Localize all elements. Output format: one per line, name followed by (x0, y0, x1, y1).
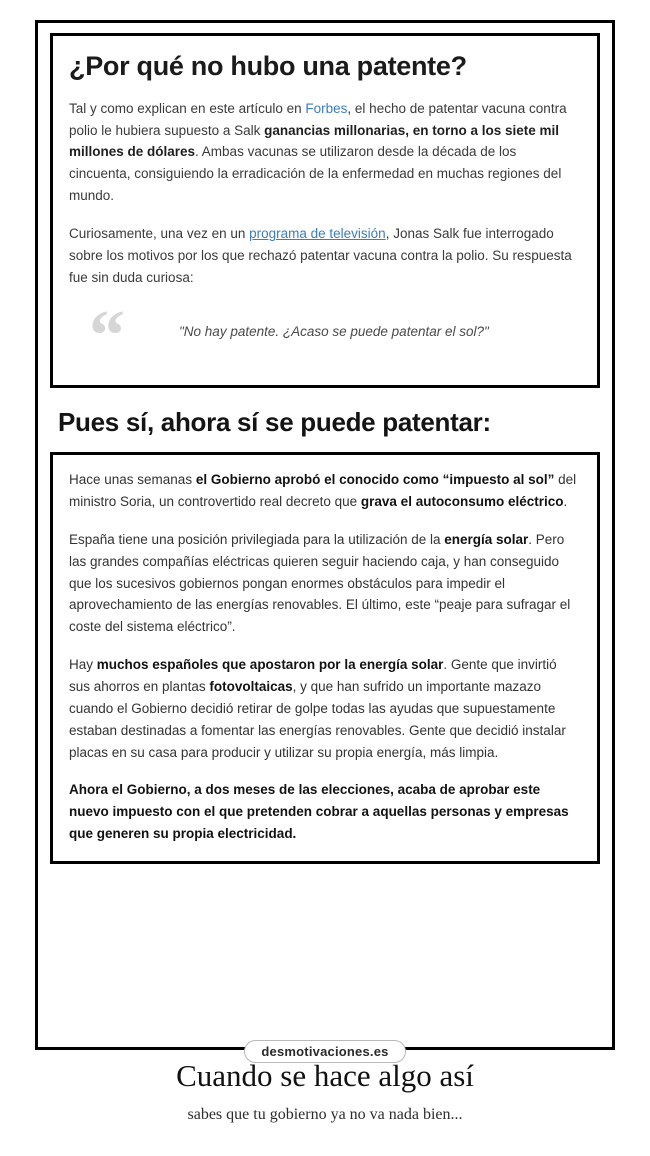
p2-1-c: . (563, 493, 568, 509)
mid-headline: Pues sí, ahora sí se puede patentar: (58, 406, 491, 437)
caption-block (0, 1058, 650, 1124)
p2-text-b: , Jonas Salk fue interrogado sobre los motivos por los que rechazó patentar vacuna contra la polio. Su respuesta fue sin duda curiosa: (69, 225, 572, 285)
p2-3-c: , y que han sufrido un importante mazazo cuando el Gobierno decidió retirar de golpe todas las ayudas que supuestamente estaban destinadas a fomentar las energías renovables. Gente que decidió instalar placas en su casa para producir y utilizar su propia energía, más limpia. (69, 678, 566, 760)
panel-two-paragraph-4 (69, 779, 581, 845)
p2-1-b: del ministro Soria, un controvertido real decreto que (69, 472, 577, 509)
panel-one-paragraph-1 (69, 98, 581, 207)
quote-mark-icon: “ (89, 294, 125, 375)
p2-1-bold-1: el Gobierno aprobó el conocido como “impuesto al sol” (195, 472, 555, 488)
p2-3-bold-2: fotovoltaicas (209, 678, 293, 694)
caption-subtitle: sabes que tu gobierno ya no va nada bien... (187, 1105, 463, 1123)
panel-one-title: ¿Por qué no hubo una patente? (69, 51, 467, 81)
p2-4-bold: Ahora el Gobierno, a dos meses de las elecciones, acaba de aprobar este nuevo impuesto con el que pretenden cobrar a aquellas personas y empresas que generen su propia electricidad. (69, 782, 569, 842)
quote-text: "No hay patente. ¿Acaso se puede patentar el sol?" (179, 323, 489, 339)
p2-1-a: Hace unas semanas (69, 472, 196, 488)
p1-text-c: . Ambas vacunas se utilizaron desde la década de los cincuenta, consiguiendo la erradicación de la enfermedad en muchas regiones del mundo. (69, 144, 562, 204)
p2-2-a: España tiene una posición privilegiada para la utilización de la (69, 531, 445, 547)
p2-2-bold-1: energía solar (444, 531, 529, 547)
tv-program-link[interactable]: programa de televisión (249, 225, 386, 241)
p2-3-b: . Gente que invirtió sus ahorros en plantas (69, 657, 557, 694)
watermark-badge: desmotivaciones.es (244, 1040, 405, 1063)
p2-3-bold-1: muchos españoles que apostaron por la energía solar (96, 657, 444, 673)
p2-3-a: Hay (69, 657, 97, 673)
p1-text-a: Tal y como explican en este artículo en (69, 100, 306, 116)
p2-text-a: Curiosamente, una vez en un (69, 225, 250, 241)
image-frame (35, 20, 615, 1059)
panel-sun-tax (50, 452, 600, 864)
image-inner (38, 23, 612, 1059)
panel-patent-question (50, 33, 600, 388)
panel-two-paragraph-2 (69, 529, 581, 638)
panel-two-paragraph-1 (69, 469, 581, 513)
p2-1-bold-2: grava el autoconsumo eléctrico (360, 493, 564, 509)
forbes-link[interactable]: Forbes (305, 100, 348, 116)
blockquote (69, 294, 581, 375)
panel-one-paragraph-2 (69, 223, 581, 289)
panel-two-paragraph-3 (69, 654, 581, 763)
p1-bold: ganancias millonarias, en torno a los siete mil millones de dólares (69, 122, 559, 160)
caption-title: Cuando se hace algo así (176, 1058, 474, 1093)
p1-text-b: , el hecho de patentar vacuna contra polio le hubiera supuesto a Salk (69, 100, 567, 138)
p2-2-b: . Pero las grandes compañías eléctricas quieren seguir haciendo caja, y han conseguido que los sucesivos gobiernos pongan enormes obstáculos para impedir el aprovechamiento de las energías renovables. El último, este “peaje para sufragar el coste del sistema eléctrico”. (69, 531, 571, 635)
